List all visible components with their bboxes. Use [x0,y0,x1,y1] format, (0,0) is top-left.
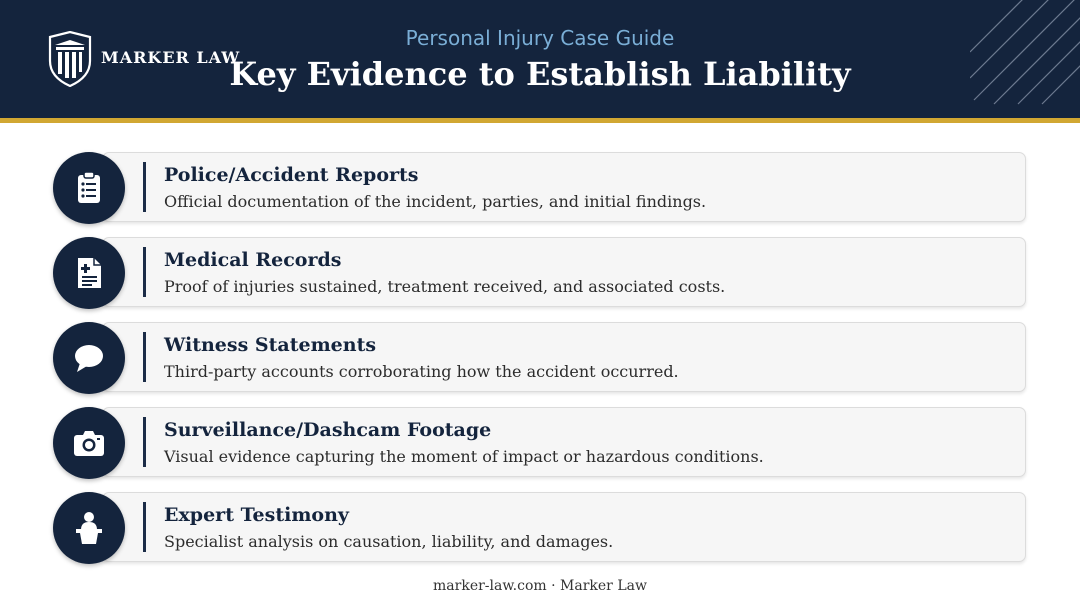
camera-icon [71,425,107,461]
evidence-title: Witness Statements [164,334,377,356]
evidence-description: Official documentation of the incident, parties, and initial findings. [164,192,707,211]
list-item [52,492,1026,564]
icon-badge [53,152,125,224]
list-item [52,407,1026,479]
evidence-description: Third-party accounts corroborating how the accident occurred. [164,362,679,381]
speech-bubble-icon [71,340,107,376]
evidence-card [102,492,1026,562]
footer-text: marker-law.com · Marker Law [433,578,647,594]
evidence-card [102,322,1026,392]
icon-badge [53,407,125,479]
evidence-description: Specialist analysis on causation, liability, and damages. [164,532,614,551]
evidence-description: Visual evidence capturing the moment of impact or hazardous conditions. [164,447,764,466]
accent-bar [143,162,146,212]
accent-bar [143,502,146,552]
icon-badge [53,322,125,394]
brand-name: MARKER LAW [101,48,241,67]
evidence-title: Surveillance/Dashcam Footage [164,419,492,441]
evidence-title: Expert Testimony [164,504,349,526]
clipboard-icon [71,170,107,206]
evidence-title: Medical Records [164,249,342,271]
accent-bar [143,247,146,297]
evidence-card [102,407,1026,477]
decorative-stripes [970,0,1080,118]
accent-bar [143,332,146,382]
evidence-title: Police/Accident Reports [164,164,419,186]
list-item [52,237,1026,309]
evidence-card [102,237,1026,307]
header-banner [0,0,1080,123]
list-item [52,152,1026,224]
page-title: Key Evidence to Establish Liability [229,55,851,93]
evidence-description: Proof of injuries sustained, treatment received, and associated costs. [164,277,726,296]
page-eyebrow: Personal Injury Case Guide [405,26,675,50]
evidence-card [102,152,1026,222]
list-item [52,322,1026,394]
icon-badge [53,492,125,564]
accent-bar [143,417,146,467]
icon-badge [53,237,125,309]
expert-podium-icon [71,510,107,546]
medical-document-icon [71,255,107,291]
